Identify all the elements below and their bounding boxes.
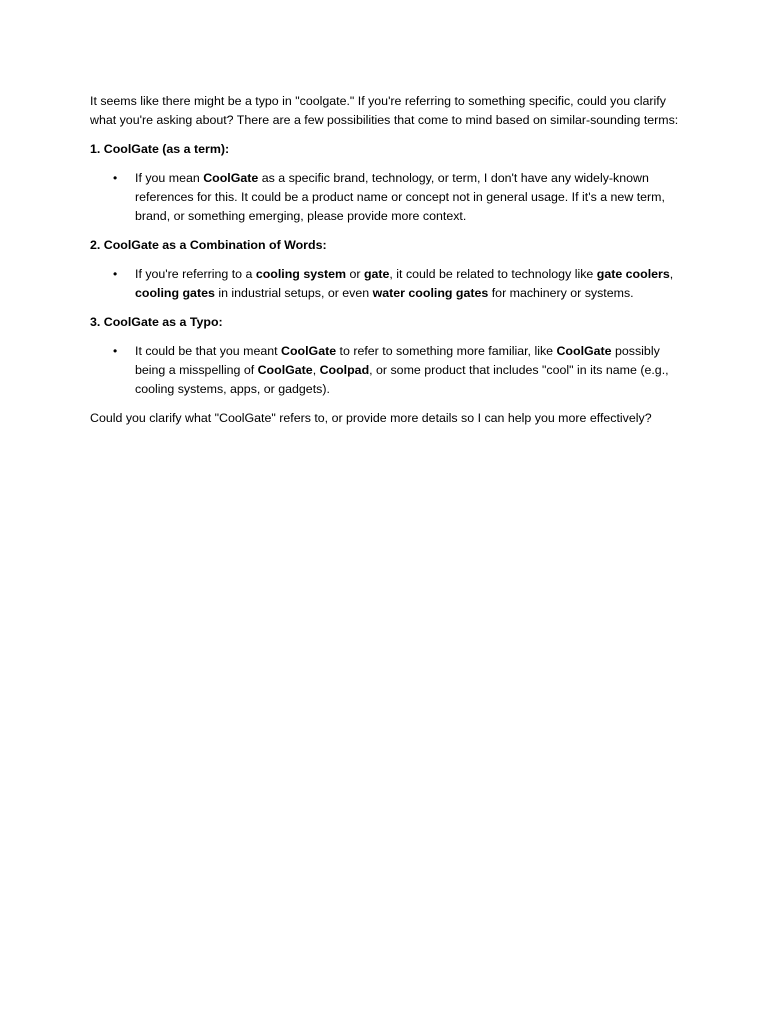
- bold-term: gate: [363, 266, 390, 281]
- bold-term: CoolGate: [203, 170, 259, 185]
- text-run: If you're referring to a: [135, 266, 256, 281]
- document-body: [90, 92, 680, 438]
- list-item: [113, 265, 680, 303]
- bold-term: gate coolers: [596, 266, 670, 281]
- section-list-coolgate-term: [90, 169, 680, 227]
- bullet-icon: •: [113, 343, 118, 358]
- section-list-typo: [90, 342, 680, 400]
- list-item: [113, 342, 680, 400]
- bullet-icon: •: [113, 266, 118, 281]
- text-run: for machinery or systems.: [488, 286, 634, 300]
- text-run: to refer to something more familiar, like: [336, 343, 557, 358]
- list-item: [113, 169, 680, 227]
- bold-term: CoolGate: [257, 362, 313, 377]
- text-run: If you mean: [135, 170, 204, 185]
- text-run: possibly being a misspelling of: [135, 343, 660, 377]
- bullet-icon: •: [113, 170, 118, 185]
- text-run: in industrial setups, or even: [214, 286, 373, 300]
- bold-term: Coolpad: [319, 362, 370, 377]
- bold-term: water cooling gates: [372, 286, 489, 300]
- closing-paragraph: Could you clarify what "CoolGate" refers to, or provide more details so I can help you more effectively?: [90, 410, 652, 425]
- bold-term: CoolGate: [281, 343, 337, 358]
- bold-term: cooling system: [255, 266, 347, 281]
- section-heading-coolgate-term: 1. CoolGate (as a term):: [90, 142, 230, 156]
- section-heading-combination: 2. CoolGate as a Combination of Words:: [90, 238, 327, 252]
- bold-term: cooling gates: [135, 286, 215, 300]
- text-run: , or some product that includes "cool" in its name (e.g., cooling systems, apps, or gadgets).: [135, 362, 669, 396]
- text-run: as a specific brand, technology, or term, I don't have any widely-known references for this. It could be a product name or concept not in general usage. If it's a new term, brand, or something emerging, please provide more context.: [135, 170, 665, 224]
- text-run: ,: [312, 362, 320, 377]
- text-run: , it could be related to technology like: [389, 266, 597, 281]
- text-run: It could be that you meant: [135, 343, 282, 358]
- text-run: or: [346, 266, 364, 281]
- intro-paragraph: It seems like there might be a typo in "coolgate." If you're referring to something specific, could you clarify what you're asking about? There are a few possibilities that come to mind based on similar-sounding terms:: [90, 94, 679, 128]
- text-run: ,: [669, 266, 674, 281]
- section-heading-typo: 3. CoolGate as a Typo:: [90, 314, 223, 329]
- section-list-combination: [90, 265, 680, 303]
- bold-term: CoolGate: [556, 343, 612, 358]
